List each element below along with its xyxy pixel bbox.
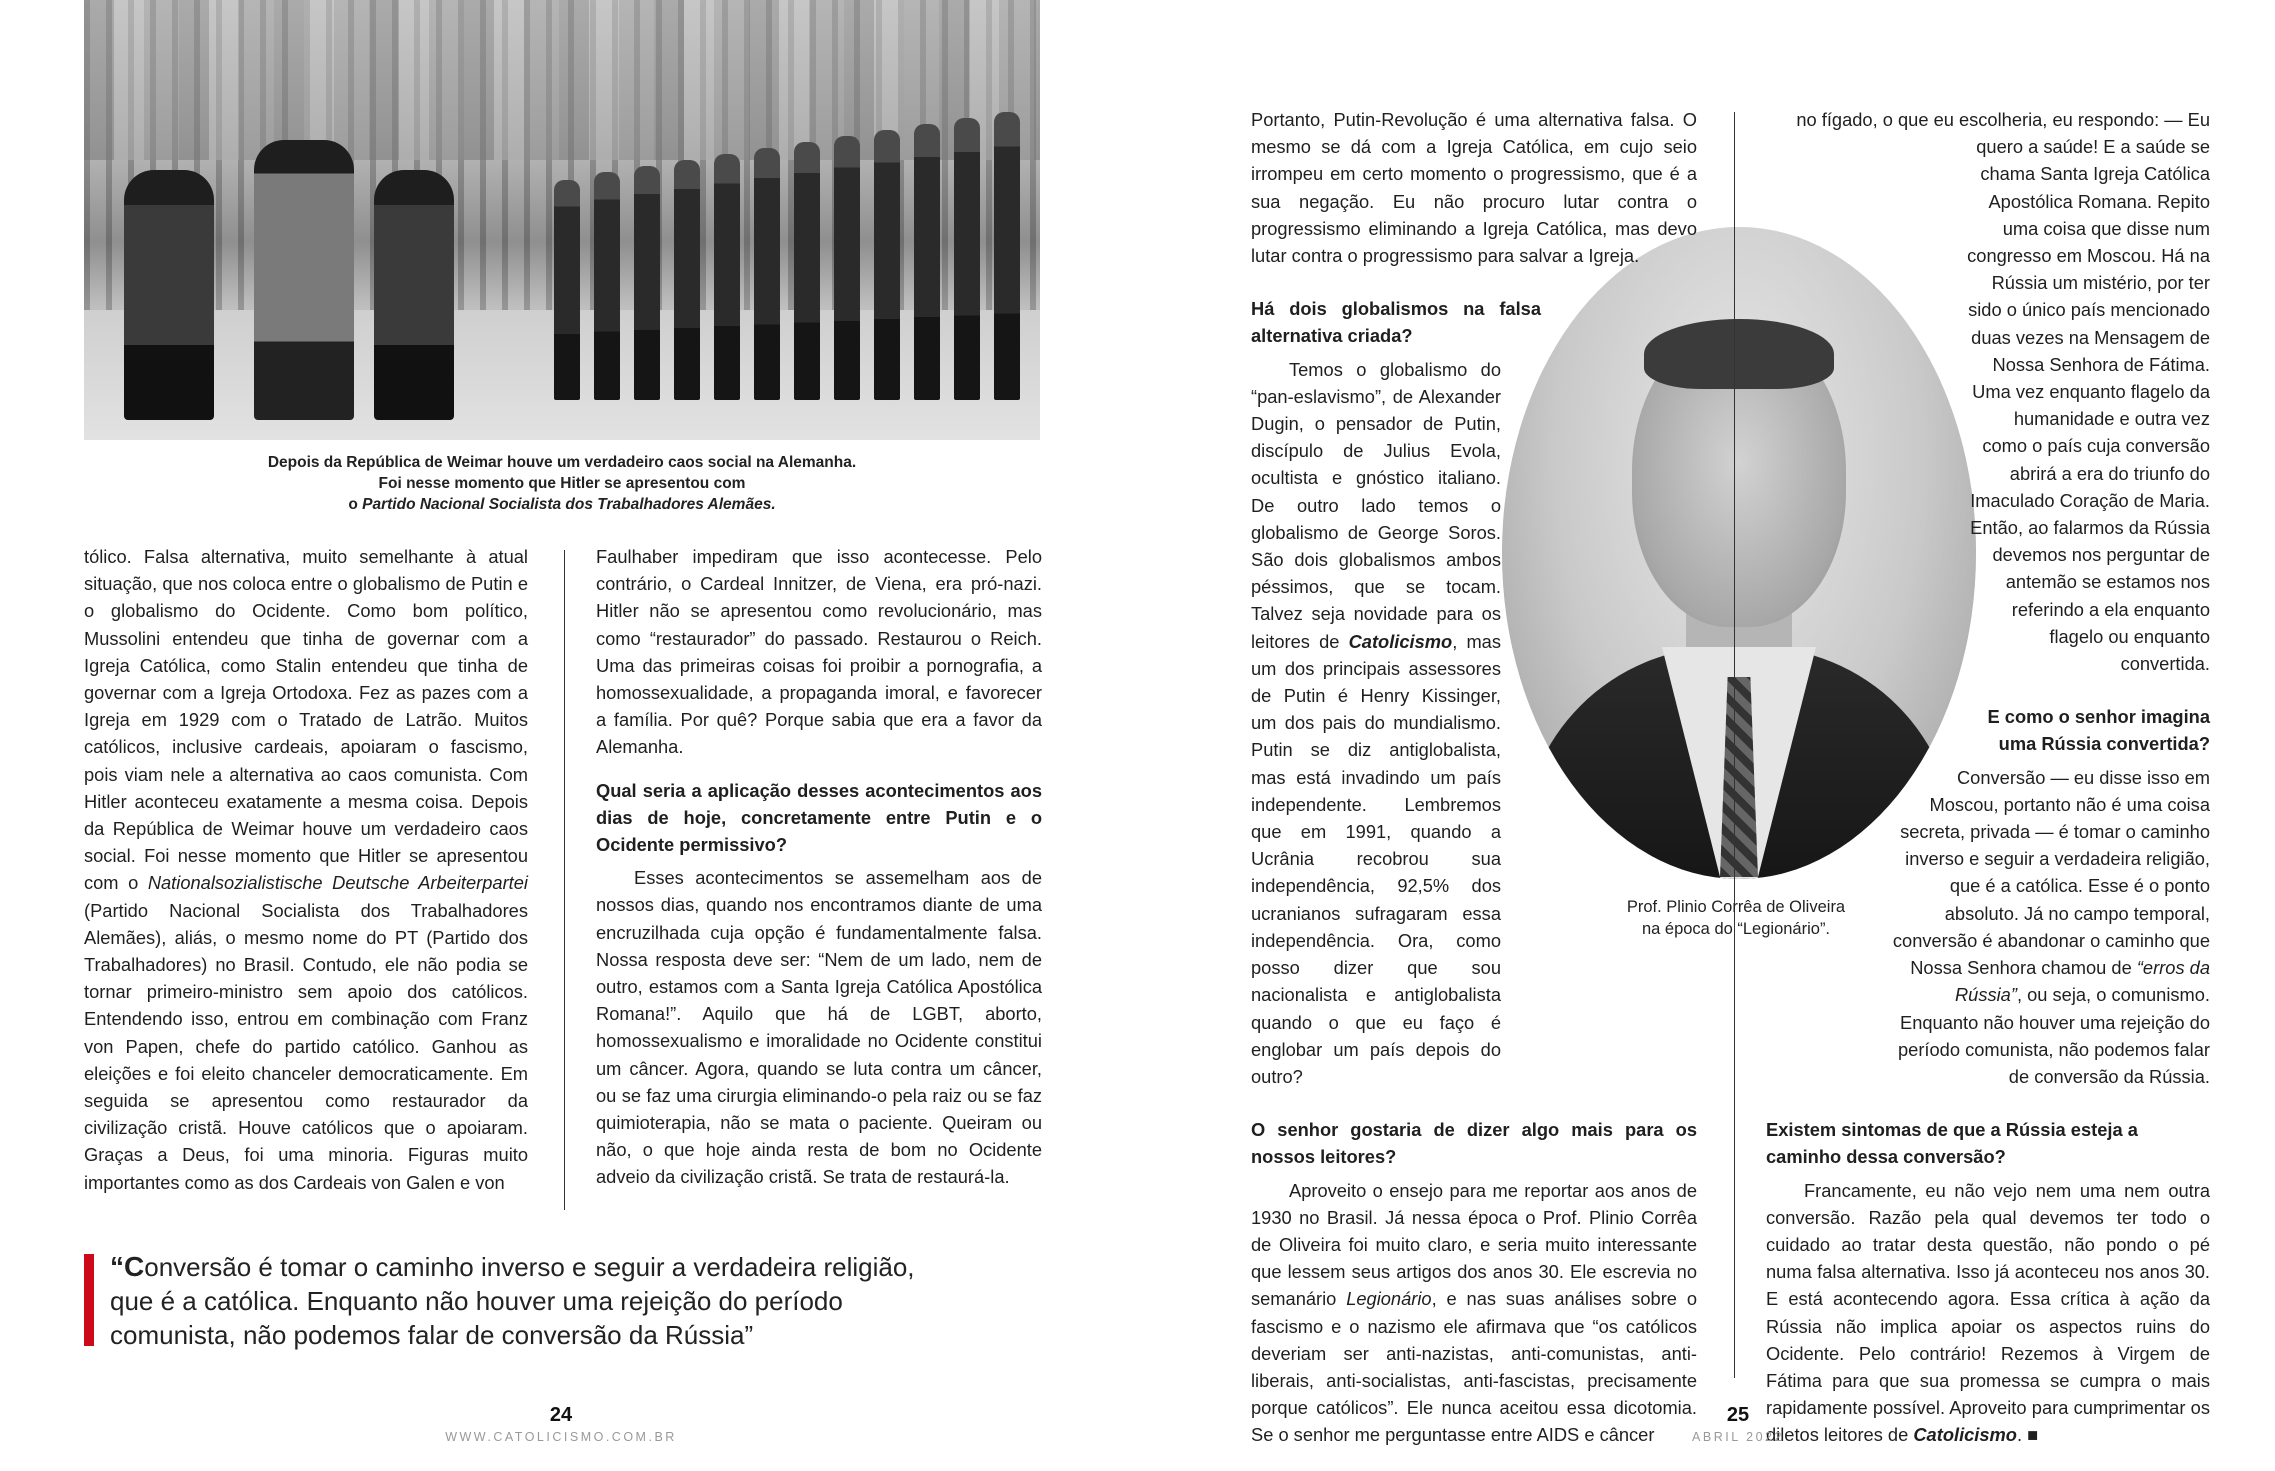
footer-right: ABRIL 2022: [1692, 1430, 1784, 1444]
pull-quote-bar: [84, 1254, 94, 1346]
page-number-right: 25: [1726, 1404, 1750, 1426]
article-column-left-2: Faulhaber impediram que isso acontecesse. Pelo contrário, o Cardeal Innitzer, de Viena, era pró-nazi. Hitler não se apresentou como revolucionário, mas como “restaurador” do passado. Restaurou o Reich. Uma das primeiras coisas foi proibir a pornografia, a homossexualidade, a propaganda imoral, e favorecer a família. Por quê? Porque sabia que era a favor da Alemanha. Qual seria a aplicação desses acontecimentos aos dias de hoje, concretamente entre Putin e o Ocidente permissivo? Esses acontecimentos se assemelham aos de nossos dias, quando nos encontramos diante de uma encruzilhada cuja opção é fundamentalmente falsa. Nossa resposta deve ser: “Nem de um lado, nem de outro, estamos com a Santa Igreja Católica Apostólica Romana!”. Aquilo que há de LGBT, aborto, homossexualismo e imoralidade no Ocidente constitui um câncer. Agora, quando se luta contra um câncer, ou se faz uma cirurgia eliminando-o pela raiz ou se faz quimioterapia, não se mata o paciente. Queiram ou não, o que hoje ainda resta de bom no Ocidente adveio da civilização cristã. Se trata de restaurá-la.: [596, 546, 1042, 1188]
photo-figure: [374, 170, 454, 420]
photo-caption: Depois da República de Weimar houve um verdadeiro caos social na Alemanha. Foi nesse momento que Hitler se apresentou com o Partido Nacional Socialista dos Trabalhadores Alemães.: [267, 454, 857, 513]
photo-figure: [254, 140, 354, 420]
historical-photo: [84, 0, 1040, 440]
column-divider: [564, 550, 565, 1210]
article-column-left-1: tólico. Falsa alternativa, muito semelhante à atual situação, que nos coloca entre o globalismo de Putin e o globalismo do Ocidente. Como bom político, Mussolini entendeu que tinha de governar com a Igreja Católica, como Stalin entendeu que tinha de governar com a Igreja Ortodoxa. Fez as pazes com a Igreja em 1929 com o Tratado de Latrão. Muitos católicos, inclusive cardeais, apoiaram o fascismo, pois viam nele a alternativa ao caos comunista. Com Hitler aconteceu exatamente a mesma coisa. Depois da República de Weimar houve um verdadeiro caos social. Foi nesse momento que Hitler se apresentou com o Nationalsozialistische Deutsche Arbeiterpartei (Partido Nacional Socialista dos Trabalhadores Alemães), aliás, o mesmo nome do PT (Partido dos Trabalhadores) no Brasil. Contudo, ele não podia se tornar primeiro-ministro sem apoio dos católicos. Entendendo isso, entrou em combinação com Franz von Papen, chefe do partido católico. Ganhou as eleições e foi eleito chanceler democraticamente. Em seguida se apresentou como restaurador da civilização cristã. Houve católicos que o apoiaram. Graças a Deus, foi uma minoria. Figuras muito importantes como as dos Cardeais von Galen e von: [84, 546, 528, 1193]
photo-figure: [124, 170, 214, 420]
interview-question: Existem sintomas de que a Rússia esteja a caminho dessa conversão?: [1766, 1119, 2138, 1168]
page-number-left: 24: [549, 1404, 573, 1426]
interview-question: Qual seria a aplicação desses acontecimentos aos dias de hoje, concretamente entre Putin e o Ocidente permissivo?: [596, 779, 1042, 856]
interview-question: E como o senhor imagina uma Rússia convertida?: [1987, 706, 2210, 755]
column-divider: [1734, 112, 1735, 1378]
pull-quote: “Conversão é tomar o caminho inverso e seguir a verdadeira religião, que é a católica. Enquanto não houver uma rejeição do período comunista, não podemos falar de conversão da Rússia”: [110, 1251, 915, 1350]
interview-question: O senhor gostaria de dizer algo mais para os nossos leitores?: [1251, 1119, 1697, 1168]
article-column-right-1: Portanto, Putin-Revolução é uma alternativa falsa. O mesmo se dá com a Igreja Católica, em cujo seio irrompeu em certo momento o progressismo, que é a sua negação. Eu não procuro lutar contra o progressismo eliminando a Igreja Católica, mas devo lutar contra o progressismo para salvar a Igreja. Há dois globalismos na falsa alternativa criada? Temos o globalismo do “pan-eslavismo”, de Alexander Dugin, o pensador de Putin, discípulo de Julius Evola, ocultista e gnóstico italiano. De outro lado temos o globalismo de George Soros. São dois globalismos ambos péssimos, que se tocam. Talvez seja novidade para os leitores de Catolicismo, mas um dos principais assessores de Putin é Henry Kissinger, um dos pais do mundialismo. Putin se diz antiglobalista, mas está invadindo um país independente. Lembremos que em 1991, quando a Ucrânia recobrou sua independência, 92,5% dos ucranianos sufragaram essa independência. Ora, como posso dizer que sou nacionalista e antiglobalista quando o que eu faço é englobar um país depois do outro? O senhor gostaria de dizer algo mais para os nossos leitores? Aproveito o ensejo para me reportar aos anos de 1930 no Brasil. Já nessa época o Prof. Plinio Corrêa de Oliveira foi muito claro, e seria muito interessante que lessem seus artigos dos anos 30. Ele escrevia no semanário Legionário, e nas suas análises sobre o fascismo e o nazismo ele afirmava que “os católicos deveriam ser anti-nazistas, anti-comunistas, anti-liberais, anti-socialistas, anti-fascistas, precisamente porque católicos”. Ele nunca aceitou essa dicotomia. Se o senhor me perguntasse entre AIDS e câncer: [1251, 109, 1697, 1446]
portrait-caption: Prof. Plinio Corrêa de Oliveira na época do “Legionário”.: [1626, 898, 1846, 938]
article-column-right-2: no fígado, o que eu escolheria, eu respondo: — Eu quero a saúde! E a saúde se chama Santa Igreja Católica Apostólica Romana. Repito uma coisa que disse num congresso em Moscou. Há na Rússia um mistério, por ter sido o único país mencionado duas vezes na Mensagem de Nossa Senhora de Fátima. Uma vez enquanto flagelo da humanidade e outra vez como o país cuja conversão abrirá a era do triunfo do Imaculado Coração de Maria. Então, ao falarmos da Rússia devemos nos perguntar de antemão se estamos nos referindo a ela enquanto flagelo ou enquanto convertida. E como o senhor imagina uma Rússia convertida? Conversão — eu disse isso em Moscou, portanto não é uma coisa secreta, privada — é tomar o caminho inverso e seguir a verdadeira religião, que é a católica. Esse é o ponto absoluto. Já no campo temporal, conversão é abandonar o caminho que Nossa Senhora chamou de “erros da Rússia”, ou seja, o comunismo. Enquanto não houver uma rejeição do período comunista, não podemos falar de conversão da Rússia. Existem sintomas de que a Rússia esteja a caminho dessa conversão? Francamente, eu não vejo nem uma nem outra conversão. Razão pela qual devemos ter todo o cuidado ao tratar desta questão, não pondo o pé numa falsa alternativa. Isso já aconteceu nos anos 30. E está acontecendo agora. Essa crítica à ação da Rússia não implica apoiar os aspectos ruins do Ocidente. Pelo contrário! Rezemos à Virgem de Fátima para que sua promessa se cumpra o mais rapidamente possível. Aproveito para cumprimentar os diletos leitores de Catolicismo. ■: [1766, 109, 2210, 1446]
interview-question: Há dois globalismos na falsa alternativa criada?: [1251, 298, 1541, 347]
footer-left: WWW.CATOLICISMO.COM.BR: [445, 1430, 677, 1444]
